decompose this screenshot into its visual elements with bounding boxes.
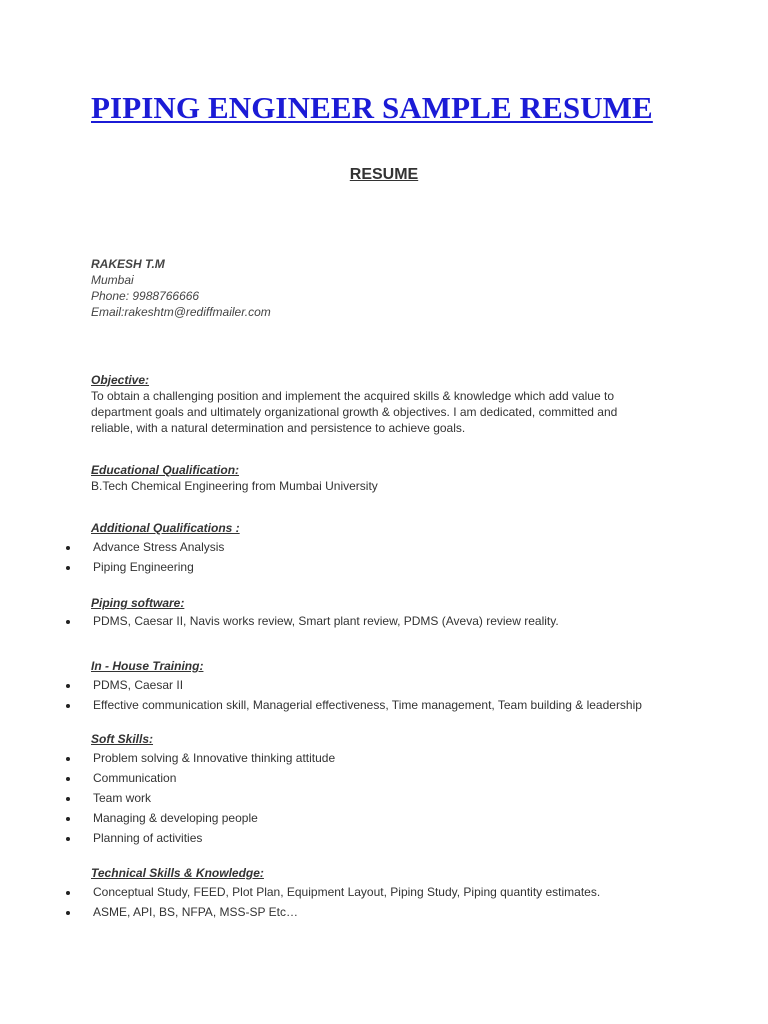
list-item: [0, 750, 335, 770]
list-item-text: Effective communication skill, Managerial effectiveness, Time management, Team building & leadership: [93, 698, 642, 712]
software-heading-block: [91, 595, 711, 611]
technical-heading-block: [91, 865, 711, 881]
bullet-icon: [66, 546, 70, 550]
list-item-text: PDMS, Caesar II, Navis works review, Smart plant review, PDMS (Aveva) review reality.: [93, 614, 559, 628]
education-text: B.Tech Chemical Engineering from Mumbai University: [91, 479, 378, 493]
soft-skills-list: [0, 750, 335, 850]
list-item: [0, 790, 335, 810]
education-heading: Educational Qualification:: [91, 463, 240, 477]
training-list: [0, 677, 642, 717]
list-item-text: Problem solving & Innovative thinking attitude: [93, 751, 336, 765]
list-item-text: Managing & developing people: [93, 811, 258, 825]
list-item: [0, 613, 559, 633]
list-item-text: Communication: [93, 771, 177, 785]
contact-name: RAKESH T.M: [91, 257, 165, 271]
additional-heading: Additional Qualifications :: [91, 521, 240, 535]
list-item: [0, 770, 335, 790]
soft-skills-heading-block: [91, 731, 711, 747]
list-item-text: Piping Engineering: [93, 560, 194, 574]
page-title: PIPING ENGINEER SAMPLE RESUME: [91, 90, 653, 125]
list-item: [0, 830, 335, 850]
contact-phone: Phone: 9988766666: [91, 289, 200, 303]
list-item-text: Advance Stress Analysis: [93, 540, 225, 554]
list-item-text: Conceptual Study, FEED, Plot Plan, Equipment Layout, Piping Study, Piping quantity estimates.: [93, 885, 601, 899]
bullet-icon: [66, 817, 70, 821]
list-item: [0, 810, 335, 830]
soft-skills-heading: Soft Skills:: [91, 732, 154, 746]
contact-city: Mumbai: [91, 273, 134, 287]
list-item-text: Planning of activities: [93, 831, 203, 845]
bullet-icon: [66, 757, 70, 761]
objective-heading: Objective:: [91, 373, 150, 387]
contact-email: Email:rakeshtm@rediffmailer.com: [91, 305, 271, 319]
bullet-icon: [66, 704, 70, 708]
list-item-text: Team work: [93, 791, 152, 805]
bullet-icon: [66, 797, 70, 801]
training-heading: In - House Training:: [91, 659, 204, 673]
bullet-icon: [66, 911, 70, 915]
additional-list: [0, 539, 224, 579]
software-heading: Piping software:: [91, 596, 185, 610]
technical-heading: Technical Skills & Knowledge:: [91, 866, 264, 880]
bullet-icon: [66, 837, 70, 841]
list-item-text: PDMS, Caesar II: [93, 678, 184, 692]
additional-heading-block: [91, 520, 711, 536]
bullet-icon: [66, 684, 70, 688]
list-item: [0, 559, 224, 579]
list-item: [0, 884, 600, 904]
technical-list: [0, 884, 600, 924]
bullet-icon: [66, 777, 70, 781]
list-item: [0, 697, 642, 717]
list-item: [0, 539, 224, 559]
bullet-icon: [66, 566, 70, 570]
list-item: [0, 904, 600, 924]
contact-block: [91, 256, 271, 320]
bullet-icon: [66, 620, 70, 624]
objective-line-1: To obtain a challenging position and implement the acquired skills & knowledge which add value to: [91, 389, 614, 403]
objective-section: [91, 372, 711, 436]
education-section: [91, 462, 711, 494]
software-list: [0, 613, 559, 633]
list-item-text: ASME, API, BS, NFPA, MSS-SP Etc…: [93, 905, 298, 919]
resume-subtitle: RESUME: [349, 166, 419, 183]
list-item: [0, 677, 642, 697]
training-heading-block: [91, 658, 711, 674]
objective-line-2: department goals and ultimately organizational growth & objectives. I am dedicated, committed and: [91, 405, 618, 419]
objective-line-3: reliable, with a natural determination and persistence to achieve goals.: [91, 421, 466, 435]
bullet-icon: [66, 891, 70, 895]
